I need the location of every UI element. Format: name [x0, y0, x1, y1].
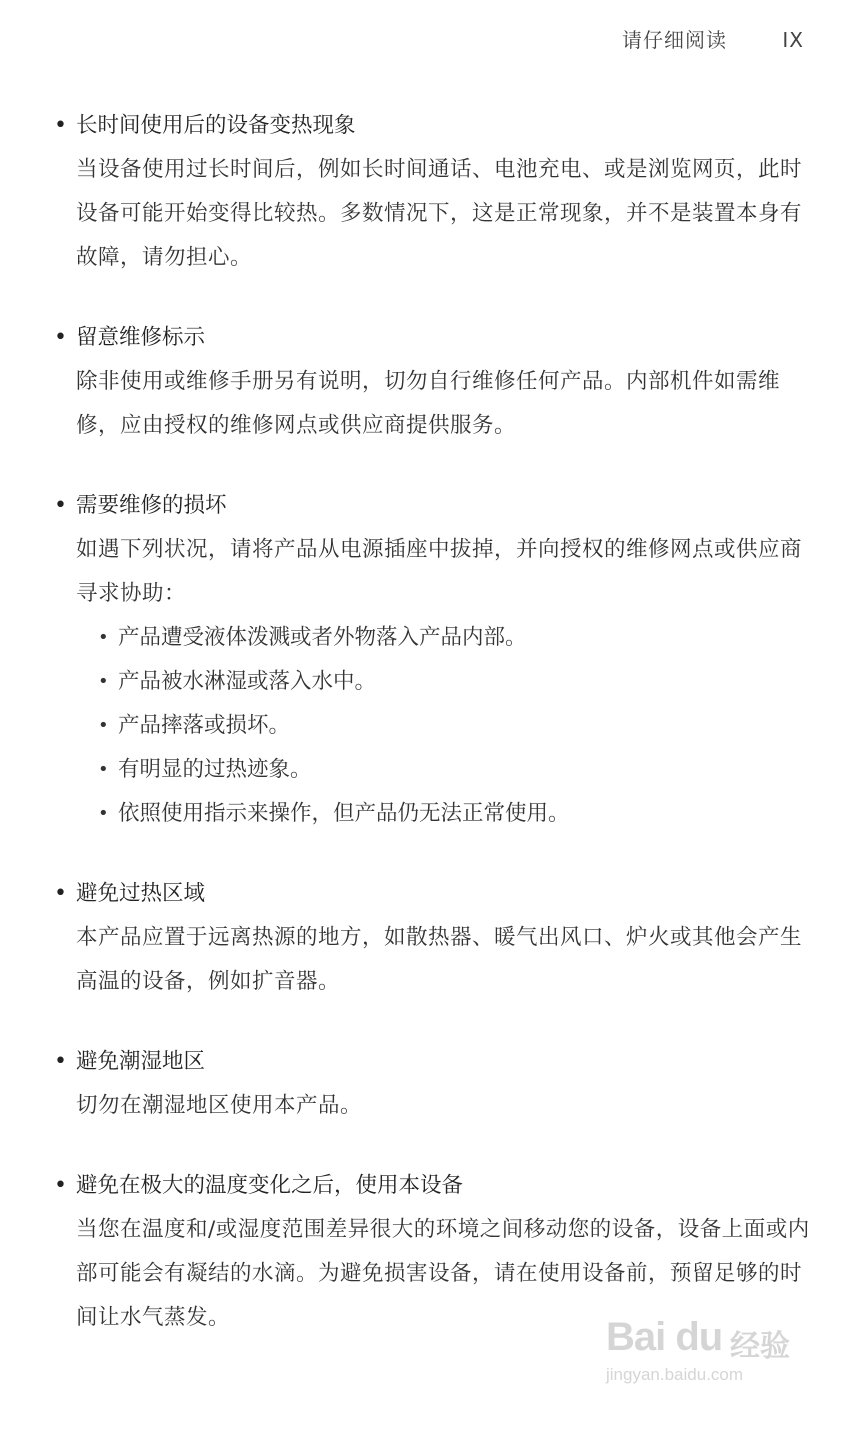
section-heading [54, 1168, 814, 1204]
bullet-icon: • [54, 325, 67, 350]
section-heading [54, 108, 814, 144]
section-heading [54, 1044, 814, 1080]
heading-text: 留意维修标示 [76, 325, 206, 350]
section-service-marks [54, 320, 814, 448]
section-avoid-humidity [54, 1044, 814, 1128]
watermark-cn: 经验 [730, 1329, 790, 1364]
section-heat [54, 108, 814, 280]
heading-text: 长时间使用后的设备变热现象 [76, 113, 356, 138]
section-body: 如遇下列状况，请将产品从电源插座中拔掉，并向授权的维修网点或供应商寻求协助： [76, 537, 803, 606]
bullet-icon: • [98, 759, 109, 780]
page-header [622, 24, 804, 53]
list-item: • 依照使用指示来操作，但产品仍无法正常使用。 [98, 792, 814, 836]
watermark-url: jingyan.baidu.com [606, 1365, 744, 1384]
section-body: 除非使用或维修手册另有说明，切勿自行维修任何产品。内部机件如需维修，应由授权的维修网点或供应商提供服务。 [76, 369, 781, 438]
bullet-icon: • [98, 671, 109, 692]
section-body: 当您在温度和/或湿度范围差异很大的环境之间移动您的设备，设备上面或内部可能会有凝结的水滴。为避免损害设备，请在使用设备前，预留足够的时间让水气蒸发。 [76, 1217, 810, 1330]
header-title: 请仔细阅读 [622, 28, 728, 52]
section-avoid-heat [54, 876, 814, 1004]
heading-text: 避免潮湿地区 [76, 1049, 206, 1074]
bullet-icon: • [98, 715, 109, 736]
section-heading [54, 488, 814, 524]
bullet-icon: • [54, 881, 67, 906]
bullet-icon: • [54, 493, 67, 518]
section-body: 切勿在潮湿地区使用本产品。 [76, 1093, 363, 1118]
section-body: 当设备使用过长时间后，例如长时间通话、电池充电、或是浏览网页，此时设备可能开始变得比较热。多数情况下，这是正常现象，并不是装置本身有故障，请勿担心。 [76, 157, 803, 270]
bullet-icon: • [54, 1173, 67, 1198]
bullet-icon: • [54, 113, 67, 138]
bullet-icon: • [98, 803, 109, 824]
list-item: • 有明显的过热迹象。 [98, 748, 814, 792]
baidu-jingyan-watermark [606, 1309, 806, 1389]
list-item: • 产品摔落或损坏。 [98, 704, 814, 748]
section-heading [54, 876, 814, 912]
heading-text: 需要维修的损坏 [76, 493, 227, 518]
damage-list [54, 616, 814, 836]
list-item: • 产品被水淋湿或落入水中。 [98, 660, 814, 704]
section-heading [54, 320, 814, 356]
page-number: IX [782, 28, 804, 52]
content [54, 108, 814, 1380]
heading-text: 避免在极大的温度变化之后，使用本设备 [76, 1173, 464, 1198]
list-item: • 产品遭受液体泼溅或者外物落入产品内部。 [98, 616, 814, 660]
section-body: 本产品应置于远离热源的地方，如散热器、暖气出风口、炉火或其他会产生高温的设备，例如扩音器。 [76, 925, 803, 994]
bullet-icon: • [54, 1049, 67, 1074]
section-damage-requiring-service [54, 488, 814, 836]
heading-text: 避免过热区域 [76, 881, 206, 906]
watermark-brand: Bai du [606, 1315, 723, 1359]
bullet-icon: • [98, 627, 109, 648]
